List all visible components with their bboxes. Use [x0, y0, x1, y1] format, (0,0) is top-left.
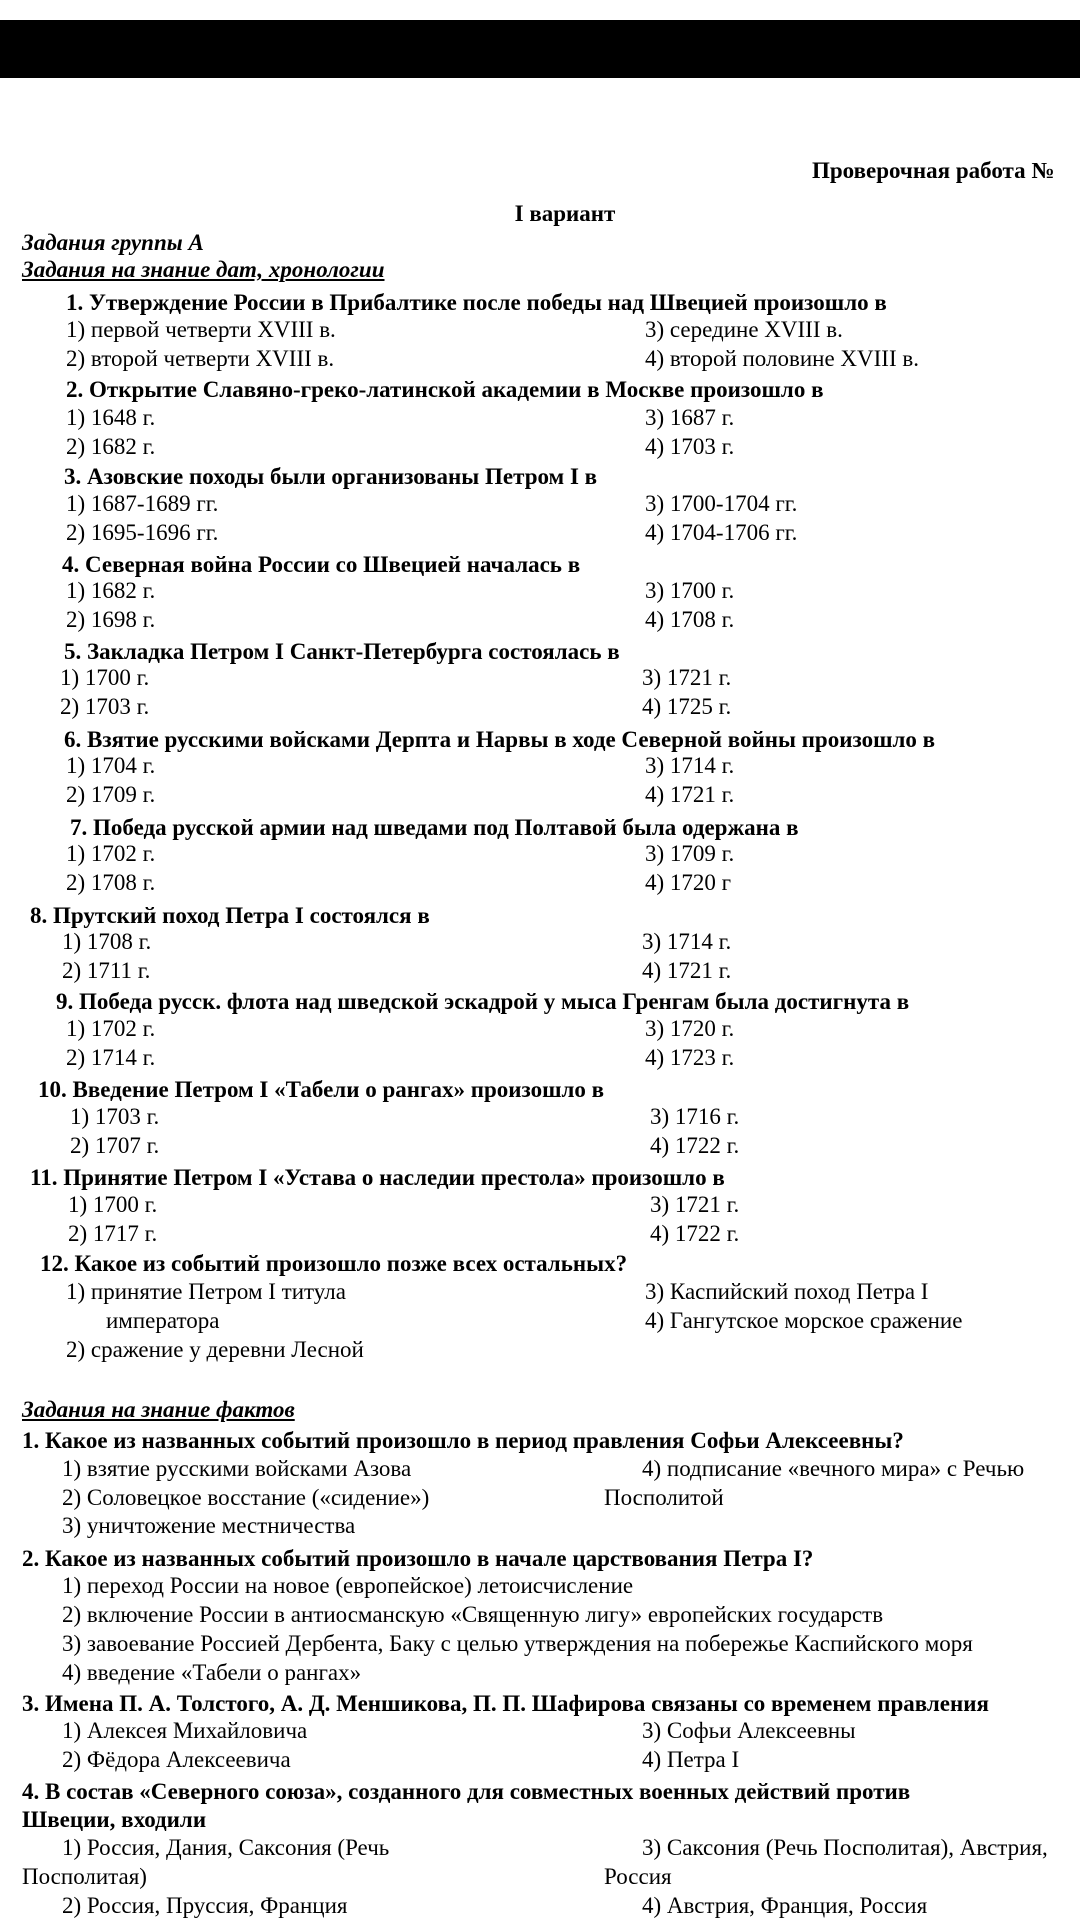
question-9: 9. Победа русск. флота над шведской эскадрой у мыса Гренгам была достигнута в: [56, 989, 910, 1014]
answer: 2) 1703 г.: [60, 694, 150, 719]
question-2: 2. Открытие Славяно-греко-латинской академии в Москве произошло в: [66, 377, 824, 402]
answer: 1) 1700 г.: [60, 665, 150, 690]
answer: 1) 1708 г.: [62, 929, 152, 954]
group-heading: Задания группы А: [22, 230, 204, 255]
question-10: 10. Введение Петром I «Табели о рангах» произошло в: [38, 1077, 605, 1102]
work-title: Проверочная работа №: [812, 158, 1055, 183]
answer: 1) 1700 г.: [68, 1192, 158, 1217]
answer: 3) уничтожение местничества: [62, 1513, 356, 1538]
answer: 1) 1704 г.: [66, 753, 156, 778]
question-12: 12. Какое из событий произошло позже всех остальных?: [40, 1251, 628, 1276]
answer: 4) 1725 г.: [642, 694, 732, 719]
answer: 2) Фёдора Алексеевича: [62, 1747, 291, 1772]
answer: 2) 1714 г.: [66, 1045, 156, 1070]
question-8: 8. Прутский поход Петра I состоялся в: [30, 903, 430, 928]
answer: 4) подписание «вечного мира» с Речью: [642, 1456, 1025, 1481]
answer: 3) 1709 г.: [645, 841, 735, 866]
fact-question-1: 1. Какое из названных событий произошло в период правления Софьи Алексеевны?: [22, 1428, 904, 1453]
answer: 4) введение «Табели о рангах»: [62, 1660, 362, 1685]
answer: 1) 1648 г.: [66, 405, 156, 430]
section-heading-dates: Задания на знание дат, хронологии: [22, 257, 385, 282]
answer: 2) 1682 г.: [66, 434, 156, 459]
answer: 2) 1698 г.: [66, 607, 156, 632]
answer: 4) 1721 г.: [642, 958, 732, 983]
answer: 3) 1714 г.: [642, 929, 732, 954]
question-4: 4. Северная война России со Швецией началась в: [62, 552, 581, 577]
answer: 1) 1702 г.: [66, 841, 156, 866]
fact-question-3: 3. Имена П. А. Толстого, А. Д. Меншикова, П. П. Шафирова связаны со временем правления: [22, 1691, 989, 1716]
question-1: 1. Утверждение России в Прибалтике после победы над Швецией произошло в: [66, 290, 887, 315]
answer-continuation: Посполитая): [22, 1864, 147, 1889]
answer: 2) 1707 г.: [70, 1133, 160, 1158]
fact-question-2: 2. Какое из названных событий произошло в начале царствования Петра I?: [22, 1546, 814, 1571]
question-3: 3. Азовские походы были организованы Петром I в: [64, 464, 598, 489]
answer-continuation: Россия: [604, 1864, 672, 1889]
answer: 2) сражение у деревни Лесной: [66, 1337, 364, 1362]
answer: 3) 1687 г.: [645, 405, 735, 430]
answer: 2) 1695-1696 гг.: [66, 520, 219, 545]
answer-continuation: Посполитой: [604, 1485, 724, 1510]
section-heading-facts: Задания на знание фактов: [22, 1397, 295, 1422]
answer: 3) 1716 г.: [650, 1104, 740, 1129]
answer: 2) Соловецкое восстание («сидение»): [62, 1485, 430, 1510]
answer: 1) принятие Петром I титула: [66, 1279, 346, 1304]
answer-continuation: императора: [106, 1308, 220, 1333]
top-black-bar: [0, 20, 1080, 78]
answer: 1) 1702 г.: [66, 1016, 156, 1041]
question-6: 6. Взятие русскими войсками Дерпта и Нарвы в ходе Северной войны произошло в: [64, 727, 936, 752]
answer: 3) середине XVIII в.: [645, 317, 843, 342]
answer: 1) 1687-1689 гг.: [66, 491, 219, 516]
answer: 4) 1703 г.: [645, 434, 735, 459]
answer: 2) второй четверти XVIII в.: [66, 346, 335, 371]
answer: 3) 1721 г.: [642, 665, 732, 690]
question-7: 7. Победа русской армии над шведами под Полтавой была одержана в: [70, 815, 799, 840]
answer: 1) Россия, Дания, Саксония (Речь: [62, 1835, 390, 1860]
answer: 3) 1714 г.: [645, 753, 735, 778]
answer: 1) взятие русскими войсками Азова: [62, 1456, 412, 1481]
fact-question-4: 4. В состав «Северного союза», созданного для совместных военных действий против: [22, 1779, 911, 1804]
answer: 4) 1723 г.: [645, 1045, 735, 1070]
answer: 4) 1722 г.: [650, 1133, 740, 1158]
answer: 3) Саксония (Речь Посполитая), Австрия,: [642, 1835, 1048, 1860]
answer: 2) Россия, Пруссия, Франция: [62, 1893, 348, 1918]
answer: 2) 1708 г.: [66, 870, 156, 895]
answer: 1) 1703 г.: [70, 1104, 160, 1129]
answer: 1) первой четверти XVIII в.: [66, 317, 336, 342]
answer: 3) завоевание Россией Дербента, Баку с целью утверждения на побережье Каспийского моря: [62, 1631, 973, 1656]
answer: 4) второй половине XVIII в.: [645, 346, 919, 371]
variant-title: I вариант: [514, 201, 616, 226]
answer: 3) Софьи Алексеевны: [642, 1718, 856, 1743]
answer: 2) 1709 г.: [66, 782, 156, 807]
answer: 4) 1708 г.: [645, 607, 735, 632]
answer: 4) 1721 г.: [645, 782, 735, 807]
answer: 4) Петра I: [642, 1747, 740, 1772]
answer: 3) Каспийский поход Петра I: [645, 1279, 929, 1304]
question-11: 11. Принятие Петром I «Устава о наследии престола» произошло в: [30, 1165, 725, 1190]
answer: 2) 1717 г.: [68, 1221, 158, 1246]
answer: 3) 1700-1704 гг.: [645, 491, 798, 516]
answer: 4) 1720 г: [645, 870, 732, 895]
answer: 4) 1722 г.: [650, 1221, 740, 1246]
answer: 1) переход России на новое (европейское) летоисчисление: [62, 1573, 634, 1598]
fact-question-4-continuation: Швеции, входили: [22, 1807, 207, 1832]
answer: 4) 1704-1706 гг.: [645, 520, 798, 545]
answer: 4) Гангутское морское сражение: [645, 1308, 963, 1333]
answer: 4) Австрия, Франция, Россия: [642, 1893, 928, 1918]
answer: 2) включение России в антиосманскую «Священную лигу» европейских государств: [62, 1602, 884, 1627]
answer: 2) 1711 г.: [62, 958, 151, 983]
answer: 3) 1720 г.: [645, 1016, 735, 1041]
answer: 1) Алексея Михайловича: [62, 1718, 308, 1743]
answer: 1) 1682 г.: [66, 578, 156, 603]
answer: 3) 1700 г.: [645, 578, 735, 603]
question-5: 5. Закладка Петром I Санкт-Петербурга состоялась в: [64, 639, 620, 664]
answer: 3) 1721 г.: [650, 1192, 740, 1217]
